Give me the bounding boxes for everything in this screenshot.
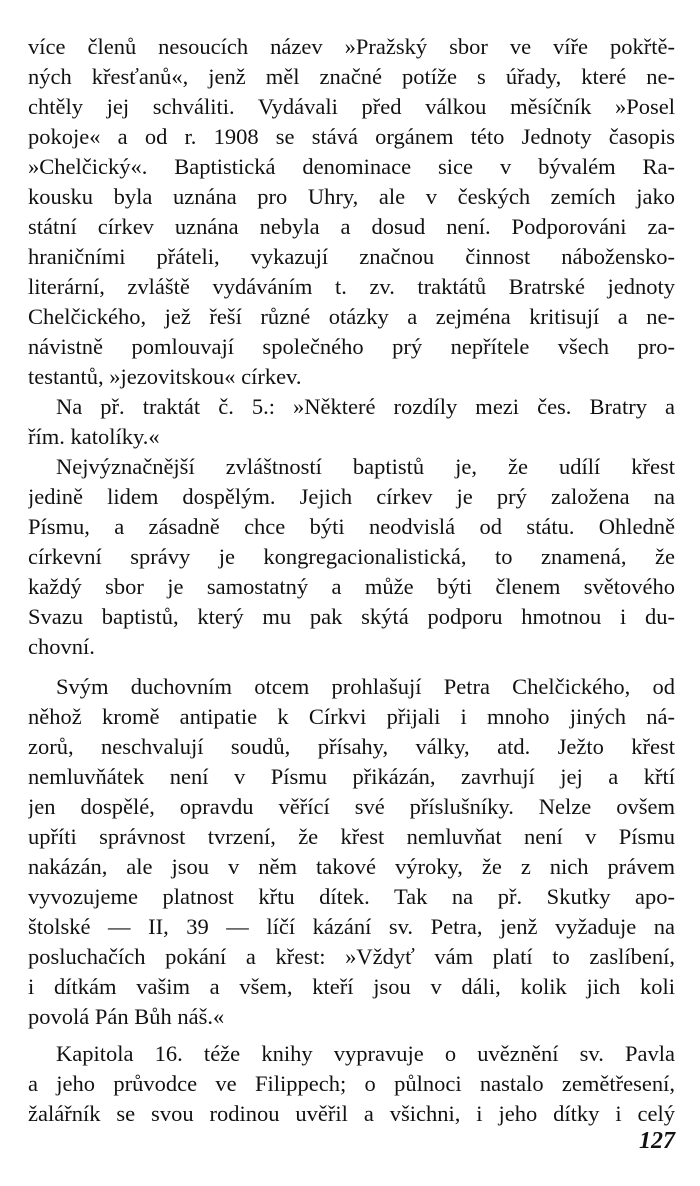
text-line: státní církev uznána nebyla a dosud není. Podporováni za- [28, 214, 675, 239]
text-line: a jeho průvodce ve Filippech; o půlnoci nastalo zemětřesení, [28, 1071, 675, 1096]
text-line: Na př. traktát č. 5.: »Některé rozdíly mezi čes. Bratry a [56, 394, 675, 419]
text-line: Kapitola 16. téže knihy vypravuje o uvěznění sv. Pavla [56, 1041, 675, 1066]
text-line: návistně pomlouvají společného prý nepřítele všech pro- [28, 334, 675, 359]
text-line: literární, zvláště vydáváním t. zv. traktátů Bratrské jednoty [28, 274, 675, 299]
text-line: jen dospělé, opravdu věřící své příslušníky. Nelze ovšem [28, 794, 675, 819]
text-line: zorů, neschvalují soudů, přísahy, války, atd. Ježto křest [28, 734, 675, 759]
text-line: »Chelčický«. Baptistická denominace sice v bývalém Ra- [28, 154, 675, 179]
text-line: posluchačích pokání a křest: »Vždyť vám platí to zaslíbení, [28, 944, 675, 969]
text-line: Chelčického, jež řeší různé otázky a zejména kritisují a ne- [28, 304, 675, 329]
text-line: kousku byla uznána pro Uhry, ale v českých zemích jako [28, 184, 675, 209]
text-line: církevní správy je kongregacionalistická, to znamená, že [28, 544, 675, 569]
page-number: 127 [639, 1128, 675, 1154]
text-line: každý sbor je samostatný a může býti členem světového [28, 574, 675, 599]
text-line: Svazu baptistů, který mu pak skýtá podporu hmotnou i du- [28, 604, 675, 629]
text-line: řím. katolíky.« [28, 424, 160, 449]
text-line: žalářník se svou rodinou uvěřil a všichni, i jeho dítky i celý [28, 1101, 675, 1126]
text-line: upříti správnost tvrzení, že křest nemluvňat není v Písmu [28, 824, 675, 849]
text-line: ných křesťanů«, jenž měl značné potíže s úřady, které ne- [28, 64, 675, 89]
text-line: Nejvýznačnější zvláštností baptistů je, že udílí křest [56, 454, 675, 479]
text-line: štolské — II, 39 — líčí kázání sv. Petra, jenž vyžaduje na [28, 914, 675, 939]
text-line: něhož kromě antipatie k Církvi přijali i mnoho jiných ná- [28, 704, 675, 729]
text-line: chtěly jej schváliti. Vydávali před válkou měsíčník »Posel [28, 94, 675, 119]
text-line: chovní. [28, 634, 95, 659]
text-line: hraničními přáteli, vykazují značnou činnost nábožensko- [28, 244, 675, 269]
text-line: pokoje« a od r. 1908 se stává orgánem této Jednoty časopis [28, 124, 675, 149]
text-line: nakázán, ale jsou v něm takové výroky, že z nich právem [28, 854, 675, 879]
text-line: testantů, »jezovitskou« církev. [28, 364, 302, 389]
text-line: povolá Pán Bůh náš.« [28, 1004, 225, 1029]
text-line: i dítkám vašim a všem, kteří jsou v dáli, kolik jich koli [28, 974, 675, 999]
text-line: Písmu, a zásadně chce býti neodvislá od státu. Ohledně [28, 514, 675, 539]
text-line: jedině lidem dospělým. Jejich církev je prý založena na [28, 484, 675, 509]
text-line: vyvozujeme platnost křtu dítek. Tak na př. Skutky apo- [28, 884, 675, 909]
text-line: více členů nesoucích název »Pražský sbor ve víře pokřtě- [28, 34, 675, 59]
text-line: Svým duchovním otcem prohlašují Petra Chelčického, od [56, 674, 675, 699]
text-line: nemluvňátek není v Písmu přikázán, zavrhují jej a křtí [28, 764, 675, 789]
